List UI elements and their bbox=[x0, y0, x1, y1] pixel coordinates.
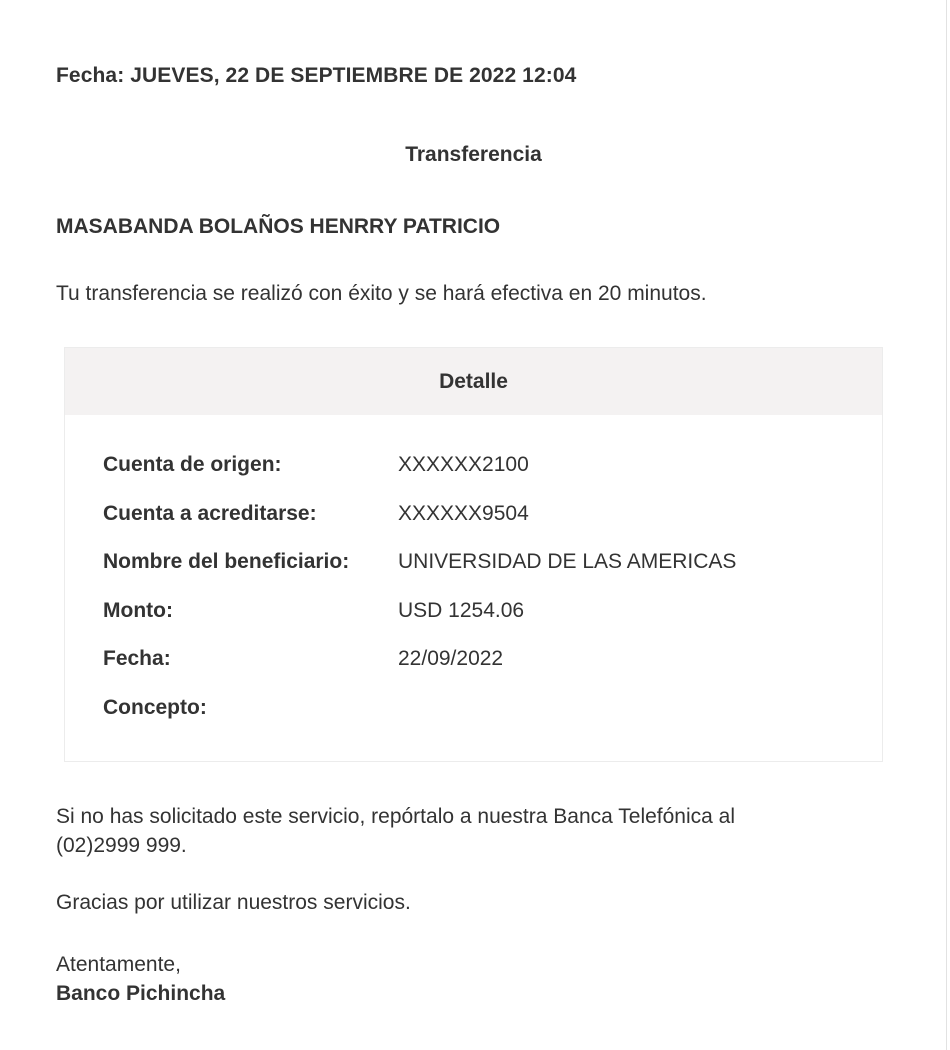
detail-label: Concepto: bbox=[103, 695, 207, 719]
detail-row-date bbox=[103, 647, 736, 696]
recipient-name: MASABANDA BOLAÑOS HENRRY PATRICIO bbox=[56, 215, 501, 238]
detail-label: Monto: bbox=[103, 598, 173, 622]
detail-value: XXXXXX2100 bbox=[398, 453, 529, 476]
detail-row-origin-account bbox=[103, 453, 736, 502]
detail-row-destination-account bbox=[103, 502, 736, 551]
closing-block bbox=[56, 950, 225, 1008]
detail-value: 22/09/2022 bbox=[398, 647, 504, 671]
bank-name: Banco Pichincha bbox=[56, 982, 226, 1005]
detail-row-concept bbox=[103, 696, 736, 745]
detail-row-beneficiary bbox=[103, 550, 736, 599]
detail-label: Nombre del beneficiario: bbox=[103, 550, 350, 574]
closing-salutation: Atentamente, bbox=[56, 953, 181, 976]
detail-value: XXXXXX9504 bbox=[398, 501, 529, 525]
detail-panel bbox=[64, 347, 883, 762]
detail-rows bbox=[103, 453, 736, 745]
detail-value: USD 1254.06 bbox=[398, 598, 525, 622]
detail-value: UNIVERSIDAD DE LAS AMERICAS bbox=[398, 550, 737, 574]
detail-header: Detalle bbox=[65, 348, 882, 415]
detail-label: Fecha: bbox=[103, 647, 171, 671]
page-title: Transferencia bbox=[405, 143, 542, 166]
date-line: Fecha: JUEVES, 22 DE SEPTIEMBRE DE 2022 12:04 bbox=[56, 64, 577, 87]
detail-label: Cuenta a acreditarse: bbox=[103, 501, 317, 525]
detail-label: Cuenta de origen: bbox=[103, 453, 282, 476]
thanks-message: Gracias por utilizar nuestros servicios. bbox=[56, 891, 411, 914]
confirmation-message: Tu transferencia se realizó con éxito y se hará efectiva en 20 minutos. bbox=[56, 282, 707, 305]
security-notice: Si no has solicitado este servicio, repórtalo a nuestra Banca Telefónica al (02)2999 999. bbox=[56, 805, 736, 857]
detail-row-amount bbox=[103, 599, 736, 648]
